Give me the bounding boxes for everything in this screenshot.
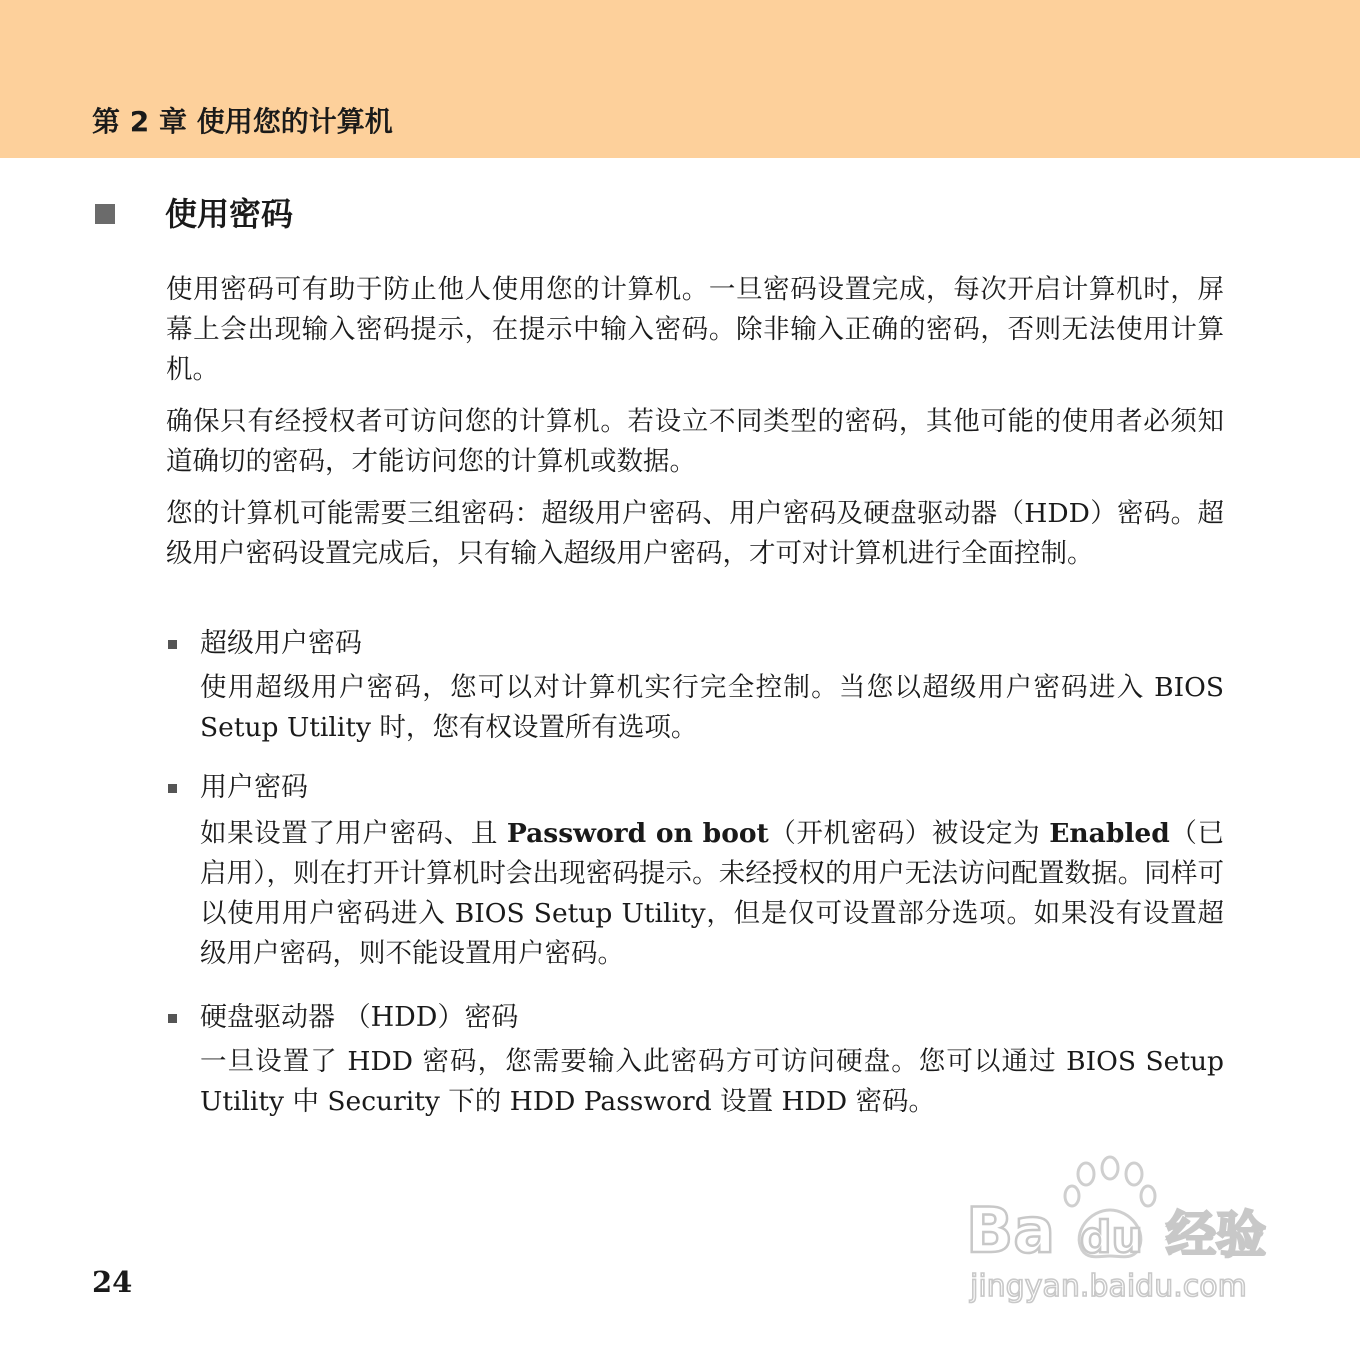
watermark-brand-latin-2: du <box>1080 1212 1143 1263</box>
watermark-brand-latin-1: Ba <box>966 1194 1056 1267</box>
watermark-url: jingyan.baidu.com <box>970 1269 1247 1304</box>
user-password-text-2: （开机密码）被设定为 <box>768 818 1050 849</box>
user-password-body <box>200 814 1224 974</box>
watermark-brand-cn: 经验 <box>1166 1206 1266 1264</box>
bullet-square-icon <box>168 640 177 649</box>
supervisor-password-title: 超级用户密码 <box>200 628 362 659</box>
enabled-label: Enabled <box>1049 818 1170 849</box>
user-password-title: 用户密码 <box>200 772 308 803</box>
section-square-icon <box>95 204 115 224</box>
password-types-paragraph: 您的计算机可能需要三组密码：超级用户密码、用户密码及硬盘驱动器（HDD）密码。超级用户密码设置完成后，只有输入超级用户密码，才可对计算机进行全面控制。 <box>166 498 1224 569</box>
hdd-password-body: 一旦设置了 HDD 密码，您需要输入此密码方可访问硬盘。您可以通过 BIOS Setup Utility 中 Security 下的 HDD Password 设置 HDD 密码。 <box>200 1046 1224 1117</box>
supervisor-password-body: 使用超级用户密码，您可以对计算机实行完全控制。当您以超级用户密码进入 BIOS Setup Utility 时，您有权设置所有选项。 <box>200 672 1224 743</box>
baidu-jingyan-watermark <box>962 1152 1282 1312</box>
page-number: 24 <box>92 1265 133 1299</box>
baidu-paw-logo <box>962 1152 1282 1312</box>
hdd-password-title: 硬盘驱动器 （HDD）密码 <box>200 1002 519 1033</box>
section-title: 使用密码 <box>165 195 294 233</box>
password-on-boot-label: Password on boot <box>506 818 769 849</box>
bullet-square-icon <box>168 784 177 793</box>
chapter-title: 第 2 章 使用您的计算机 <box>92 105 393 138</box>
user-password-text-1: 如果设置了用户密码、且 <box>200 818 507 849</box>
intro-paragraph: 使用密码可有助于防止他人使用您的计算机。一旦密码设置完成，每次开启计算机时，屏幕上会出现输入密码提示，在提示中输入密码。除非输入正确的密码，否则无法使用计算机。 <box>166 274 1224 385</box>
access-paragraph: 确保只有经授权者可访问您的计算机。若设立不同类型的密码，其他可能的使用者必须知道确切的密码，才能访问您的计算机或数据。 <box>166 406 1224 477</box>
bullet-square-icon <box>168 1014 177 1023</box>
user-password-text-3: （已启用），则在打开计算机时会出现密码提示。未经授权的用户无法访问配置数据。同样可以使用用户密码进入 BIOS Setup Utility，但是仅可设置部分选项。如果没有设置超级用户密码，则不能设置用户密码。 <box>200 818 1224 969</box>
